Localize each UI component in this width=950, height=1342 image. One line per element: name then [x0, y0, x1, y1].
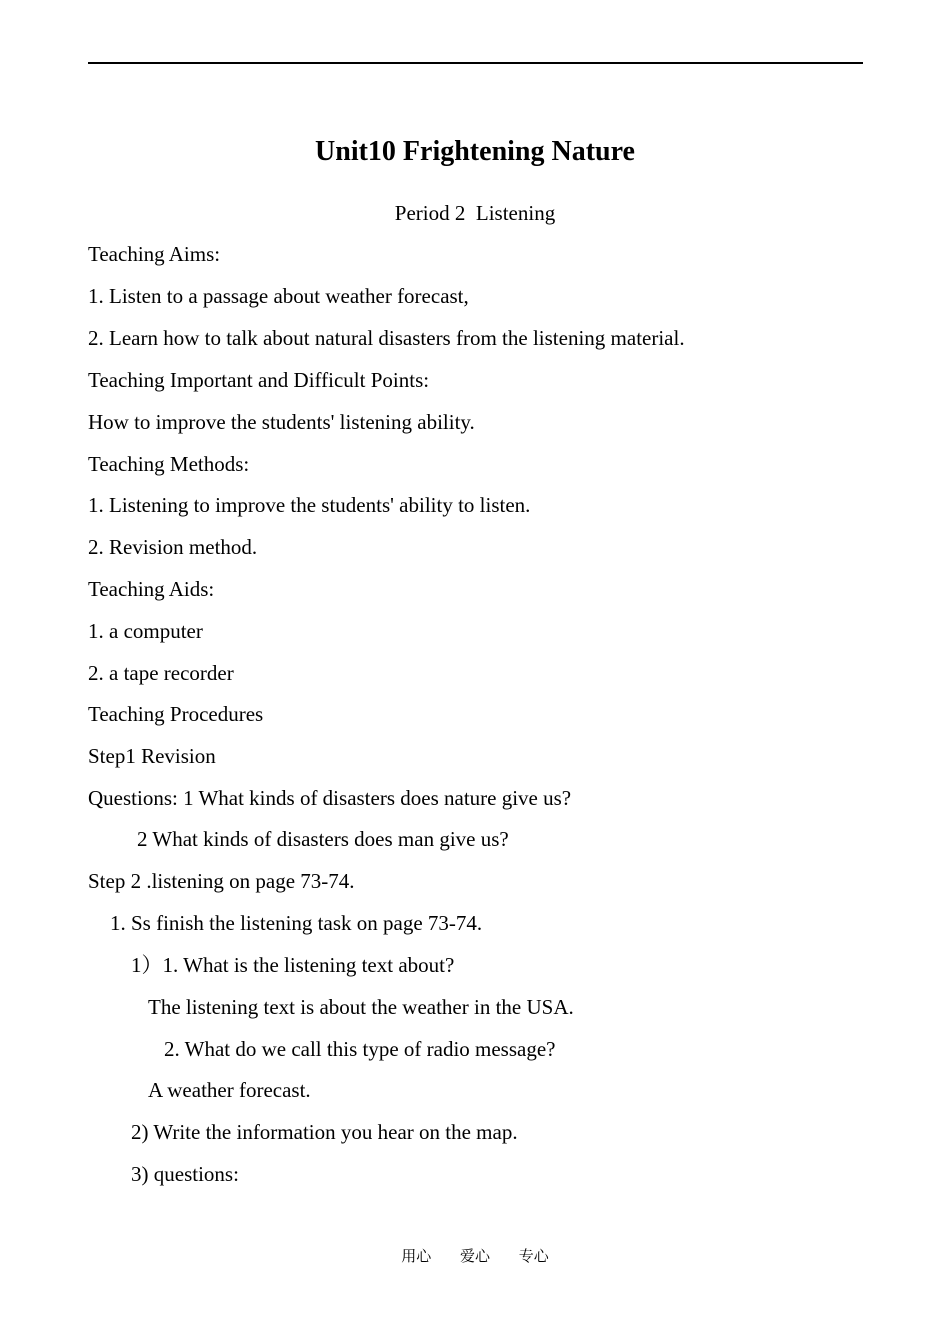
method-item-2: 2. Revision method. — [88, 535, 258, 559]
listening-answer-2: A weather forecast. — [148, 1078, 311, 1102]
step-1-heading: Step1 Revision — [88, 744, 216, 768]
question-item-2: 2 What kinds of disasters does man give us? — [137, 827, 509, 851]
section-heading-teaching-aims: Teaching Aims: — [88, 242, 221, 266]
footer-item: 爱心 — [459, 1247, 490, 1265]
aid-item-1: 1. a computer — [88, 619, 203, 643]
section-heading-teaching-aids: Teaching Aids: — [88, 577, 215, 601]
listening-question-1: 1）1. What is the listening text about? — [131, 953, 455, 977]
aim-item-2: 2. Learn how to talk about natural disasters from the listening material. — [88, 326, 685, 350]
listening-task-2: 2) Write the information you hear on the map. — [131, 1120, 518, 1144]
section-heading-important-points: Teaching Important and Difficult Points: — [88, 368, 430, 392]
footer-item: 专心 — [518, 1247, 549, 1265]
document-title: Unit10 Frightening Nature — [315, 136, 635, 167]
header-rule — [88, 62, 863, 64]
listening-answer-1: The listening text is about the weather in the USA. — [148, 995, 574, 1019]
document-subtitle: Period 2 Listening — [394, 201, 556, 225]
aid-item-2: 2. a tape recorder — [88, 661, 234, 685]
section-heading-teaching-methods: Teaching Methods: — [88, 452, 250, 476]
page-footer — [0, 1246, 950, 1266]
listening-question-2: 2. What do we call this type of radio message? — [164, 1037, 556, 1061]
question-item-1: Questions: 1 What kinds of disasters does nature give us? — [88, 786, 572, 810]
important-points-text: How to improve the students' listening ability. — [88, 410, 475, 434]
footer-item: 用心 — [401, 1247, 432, 1265]
listening-task-3: 3) questions: — [131, 1162, 239, 1186]
section-heading-teaching-procedures: Teaching Procedures — [88, 702, 264, 726]
step-2-task-1: 1. Ss finish the listening task on page 73-74. — [110, 911, 483, 935]
aim-item-1: 1. Listen to a passage about weather forecast, — [88, 284, 469, 308]
step-2-heading: Step 2 .listening on page 73-74. — [88, 869, 355, 893]
method-item-1: 1. Listening to improve the students' ability to listen. — [88, 493, 531, 517]
